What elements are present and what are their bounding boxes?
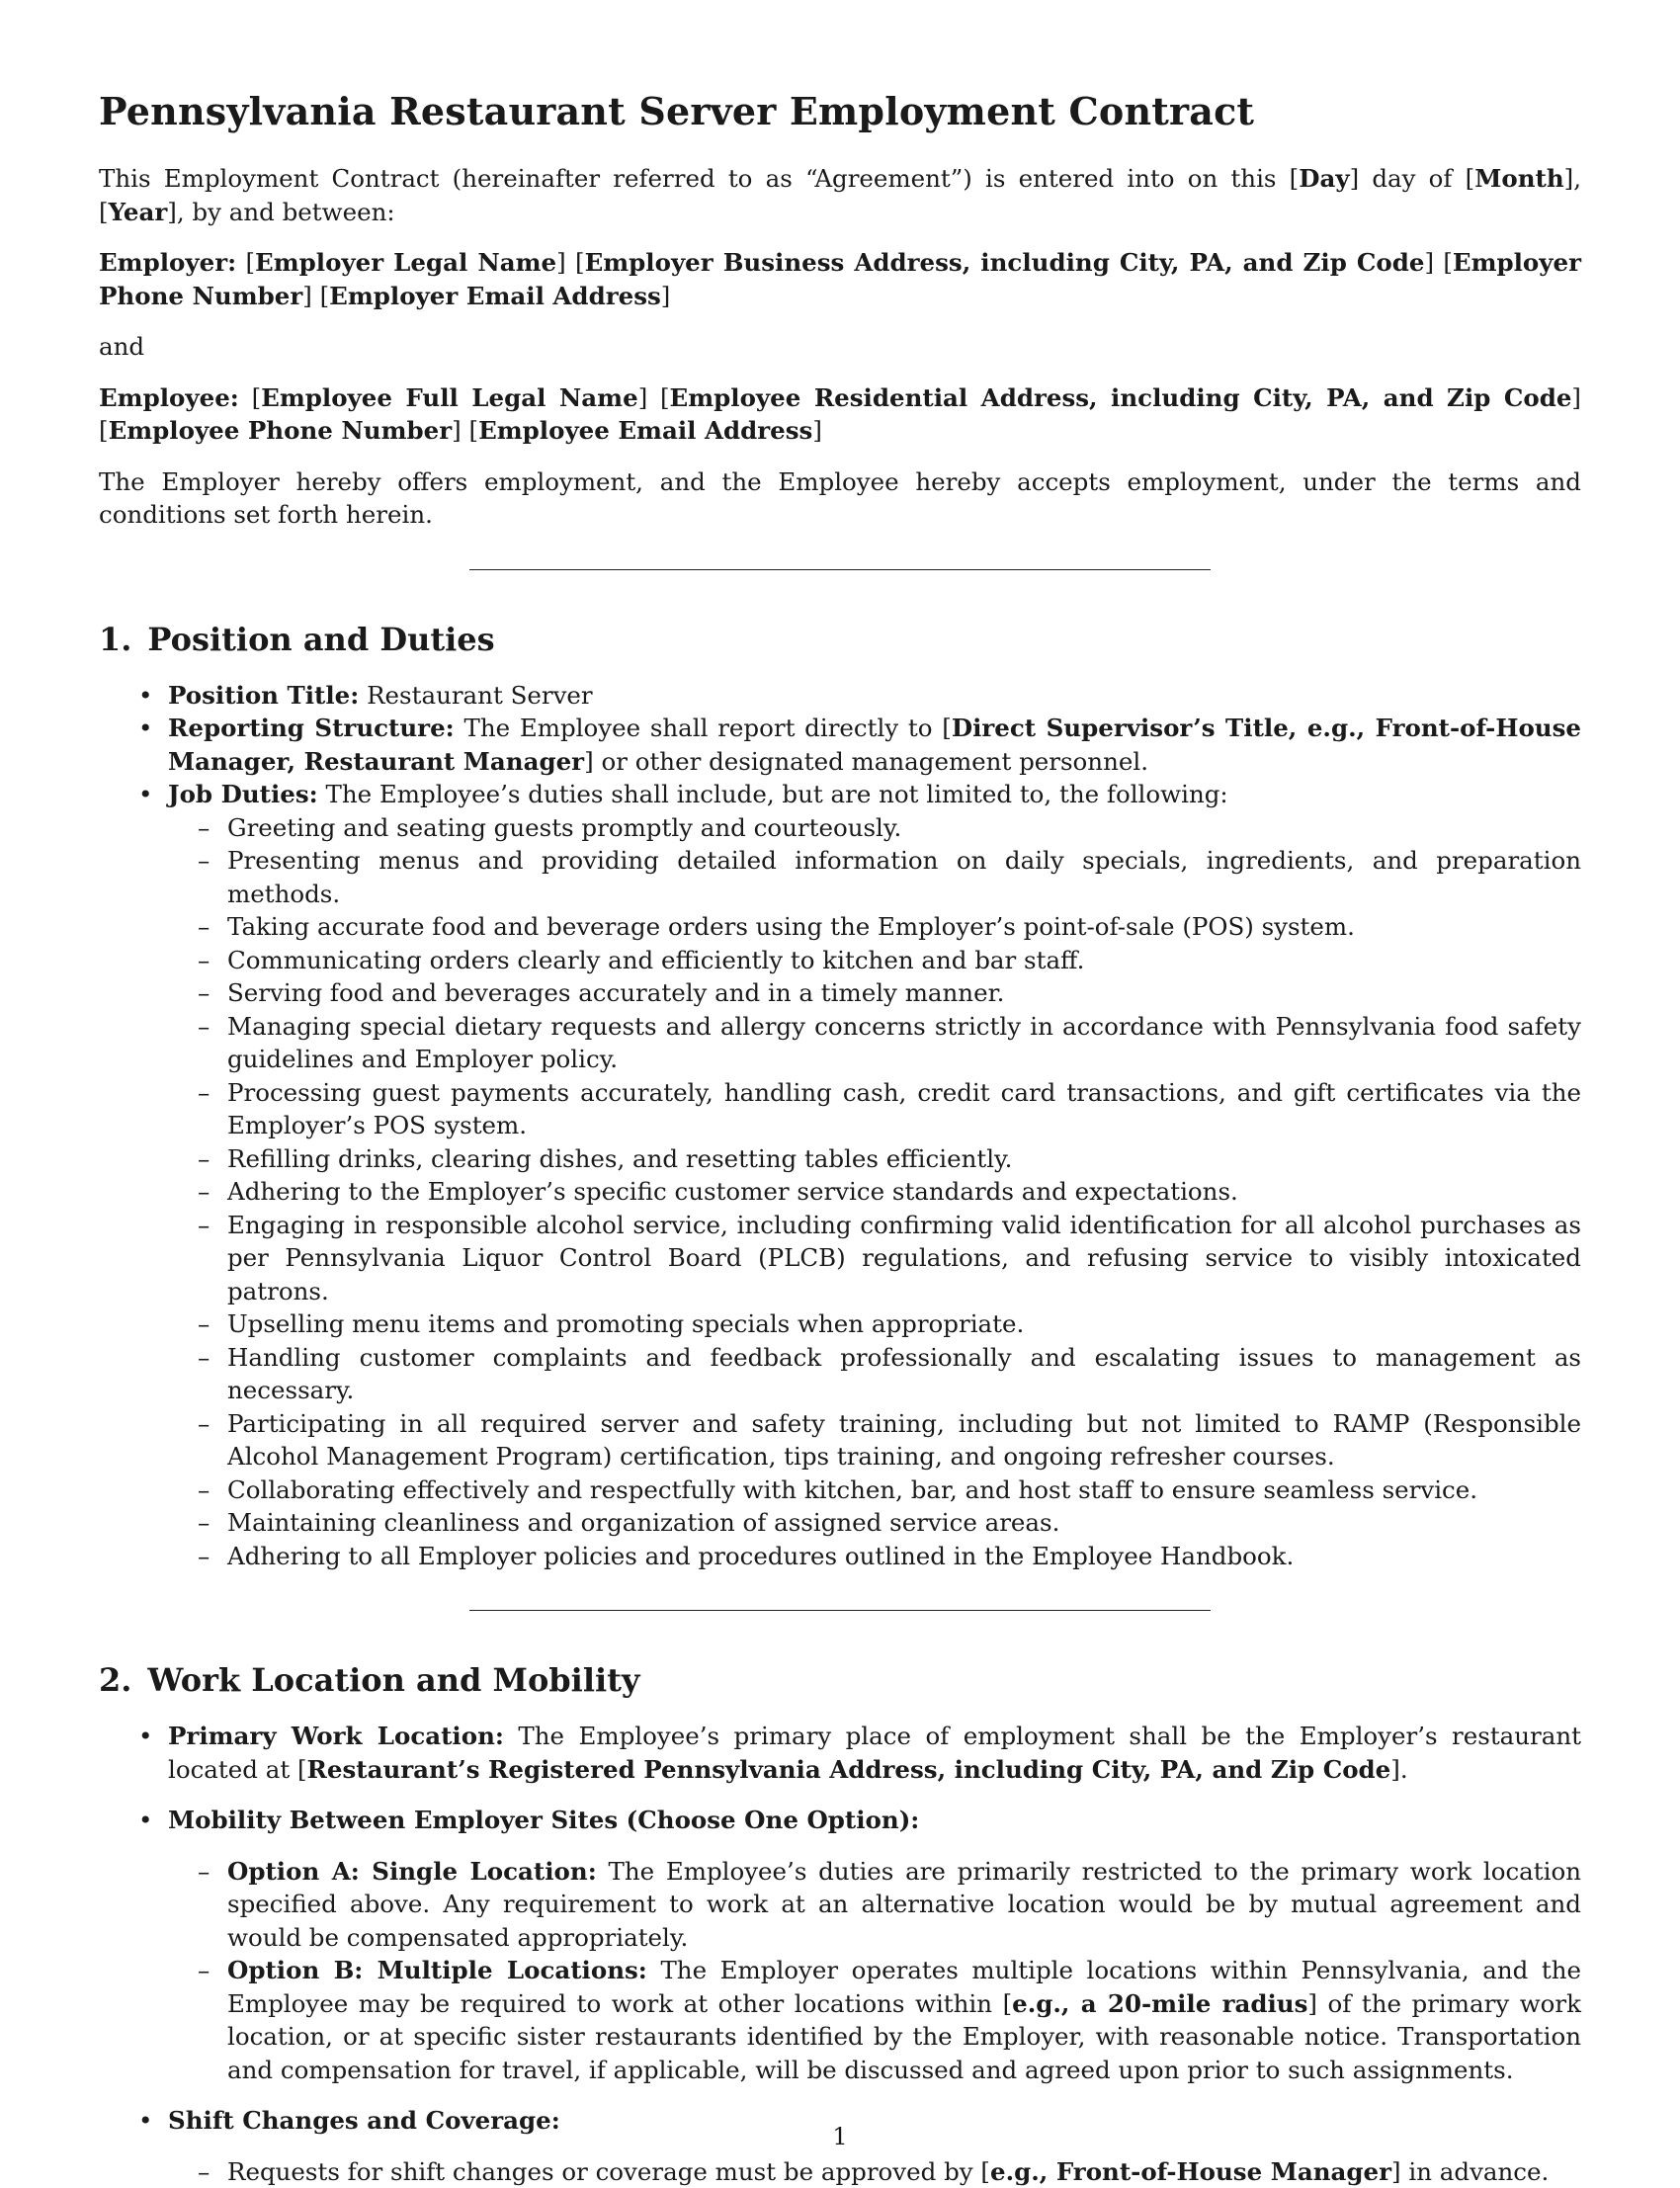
employer-label: Employer: xyxy=(99,248,236,277)
shift-changes-list xyxy=(168,2155,1581,2188)
page-number: 1 xyxy=(0,2123,1680,2150)
restaurant-address-placeholder: Restaurant’s Registered Pennsylvania Address, including City, PA, and Zip Code xyxy=(307,1755,1391,1784)
duty-item: – Taking accurate food and beverage orders using the Employer’s point-of-sale (POS) system. xyxy=(168,910,1581,944)
section-divider xyxy=(469,1610,1211,1611)
duty-item: – Handling customer complaints and feedback professionally and escalating issues to management as necessary. xyxy=(168,1341,1581,1407)
job-duties-list xyxy=(168,811,1581,1573)
job-duties-item: • Job Duties: The Employee’s duties shall include, but are not limited to, the following: – Greeting and seating guests promptly and courteously. – Presenting menus and providing detailed information on daily specials, ingredients, and preparation methods. – Taking accurate food and beverage orders using the Employer’s point-of-sale (POS) system. – Communicating orders clearly and efficiently to kitchen and bar staff. – Serving food and beverages accurately and in a timely manner. – Managing special dietary requests and allergy concerns strictly in accordance with Pennsylvania food safety guidelines and Employer policy. – Processing guest payments accurately, handling cash, credit card transactions, and gift certificates via the Employer’s POS system. – Refilling drinks, clearing dishes, and resetting tables efficiently. – Adhering to the Employer’s specific customer service standards and expectations. – Engaging in responsible alcohol service, including confirming valid identification for all alcohol purchases as per Pennsylvania Liquor Control Board (PLCB) regulations, and refusing service to visibly intoxicated patrons. – Upselling menu items and promoting specials when appropriate. – Handling customer complaints and feedback professionally and escalating issues to management as necessary. – Participating in all required server and safety training, including but not limited to RAMP (Responsible Alcohol Management Program) certification, tips training, and ongoing refresher courses. – Collaborating effectively and respectfully with kitchen, bar, and host staff to ensure seamless service. – Maintaining cleanliness and organization of assigned service areas. – Adhering to all Employer policies and procedures outlined in the Employee Handbook. xyxy=(99,778,1581,1572)
year-placeholder: Year xyxy=(109,198,168,226)
duty-item: – Participating in all required server and safety training, including but not limited to RAMP (Responsible Alcohol Management Program) certification, tips training, and ongoing refresher courses. xyxy=(168,1407,1581,1473)
day-placeholder: Day xyxy=(1299,164,1349,193)
duty-item: – Engaging in responsible alcohol service, including confirming valid identification for all alcohol purchases as per Pennsylvania Liquor Control Board (PLCB) regulations, and refusing service to visibly intoxicated patrons. xyxy=(168,1209,1581,1308)
duty-item: – Processing guest payments accurately, handling cash, credit card transactions, and gift certificates via the Employer’s POS system. xyxy=(168,1076,1581,1142)
position-title-item: • Position Title: Restaurant Server xyxy=(99,679,1581,713)
offer-paragraph: The Employer hereby offers employment, and the Employee hereby accepts employment, under the terms and conditions set forth herein. xyxy=(99,465,1581,532)
duty-item: – Communicating orders clearly and efficiently to kitchen and bar staff. xyxy=(168,944,1581,977)
section-1-heading: 1. Position and Duties xyxy=(99,620,1581,659)
employee-label: Employee: xyxy=(99,383,239,412)
employer-phone-placeholder: Employer Phone Number xyxy=(99,248,1581,310)
duty-item: – Presenting menus and providing detailed information on daily specials, ingredients, and preparation methods. xyxy=(168,844,1581,910)
option-b-item: – Option B: Multiple Locations: The Employer operates multiple locations within Pennsylvania, and the Employee may be required to work at other locations within [e.g., a 20-mile radius] of the primary work location, or at specific sister restaurants identified by the Employer, with reasonable notice. Transportation and compensation for travel, if applicable, will be discussed and agreed upon prior to such assignments. xyxy=(168,1954,1581,2086)
and-text: and xyxy=(99,330,1581,364)
radius-placeholder: e.g., a 20-mile radius xyxy=(1012,1989,1307,2018)
duty-item: – Maintaining cleanliness and organization of assigned service areas. xyxy=(168,1506,1581,1540)
mobility-options-list xyxy=(168,1855,1581,2087)
section-1-list xyxy=(99,679,1581,1573)
employee-block: Employee: [Employee Full Legal Name] [Employee Residential Address, including City, PA, and Zip Code] [Employee Phone Number] [Employee Email Address] xyxy=(99,381,1581,448)
shift-changes-item: • Shift Changes and Coverage: – Requests for shift changes or coverage must be approved by [e.g., Front-of-House Manager] in advance. xyxy=(99,2104,1581,2188)
duty-item: – Upselling menu items and promoting specials when appropriate. xyxy=(168,1307,1581,1341)
duty-item: – Adhering to all Employer policies and procedures outlined in the Employee Handbook. xyxy=(168,1540,1581,1573)
duty-item: – Refilling drinks, clearing dishes, and resetting tables efficiently. xyxy=(168,1142,1581,1176)
section-2-heading: 2. Work Location and Mobility xyxy=(99,1660,1581,1700)
contract-page xyxy=(99,89,1581,2188)
employer-block: Employer: [Employer Legal Name] [Employer Business Address, including City, PA, and Zip Code] [Employer Phone Number] [Employer Email Address] xyxy=(99,246,1581,312)
duty-item: – Managing special dietary requests and allergy concerns strictly in accordance with Pennsylvania food safety guidelines and Employer policy. xyxy=(168,1010,1581,1076)
employee-phone-placeholder: Employee Phone Number xyxy=(109,416,453,445)
employee-name-placeholder: Employee Full Legal Name xyxy=(261,383,638,412)
duty-item: – Serving food and beverages accurately and in a timely manner. xyxy=(168,976,1581,1010)
employee-email-placeholder: Employee Email Address xyxy=(478,416,812,445)
supervisor-placeholder: Direct Supervisor’s Title, e.g., Front-of-House Manager, Restaurant Manager xyxy=(168,714,1581,776)
reporting-structure-item: • Reporting Structure: The Employee shall report directly to [Direct Supervisor’s Title, e.g., Front-of-House Manager, Restaurant Manager] or other designated management personnel. xyxy=(99,712,1581,778)
mobility-item: • Mobility Between Employer Sites (Choose One Option): – Option A: Single Location: The Employee’s duties are primarily restricted to the primary work location specified above. Any requirement to work at an alternative location would be by mutual agreement and would be compensated appropriately. – Option B: Multiple Locations: The Employer operates multiple locations within Pennsylvania, and the Employee may be required to work at other locations within [e.g., a 20-mile radius] of the primary work location, or at specific sister restaurants identified by the Employer, with reasonable notice. Transportation and compensation for travel, if applicable, will be discussed and agreed upon prior to such assignments. xyxy=(99,1804,1581,2086)
employee-address-placeholder: Employee Residential Address, including City, PA, and Zip Code xyxy=(670,383,1572,412)
option-a-item: – Option A: Single Location: The Employee’s duties are primarily restricted to the primary work location specified above. Any requirement to work at an alternative location would be by mutual agreement and would be compensated appropriately. xyxy=(168,1855,1581,1955)
intro-paragraph: This Employment Contract (hereinafter referred to as “Agreement”) is entered into on this [Day] day of [Month], [Year], by and between: xyxy=(99,162,1581,228)
section-2-list xyxy=(99,1720,1581,2188)
shift-approval-item: – Requests for shift changes or coverage must be approved by [e.g., Front-of-House Manager] in advance. xyxy=(168,2155,1581,2188)
duty-item: – Adhering to the Employer’s specific customer service standards and expectations. xyxy=(168,1175,1581,1209)
employer-address-placeholder: Employer Business Address, including City, PA, and Zip Code xyxy=(585,248,1425,277)
shift-approver-placeholder: e.g., Front-of-House Manager xyxy=(990,2157,1391,2186)
employer-email-placeholder: Employer Email Address xyxy=(329,282,661,310)
document-title: Pennsylvania Restaurant Server Employment Contract xyxy=(99,89,1581,134)
primary-location-item: • Primary Work Location: The Employee’s primary place of employment shall be the Employer’s restaurant located at [Restaurant’s Registered Pennsylvania Address, including City, PA, and Zip Code]. xyxy=(99,1720,1581,1786)
duty-item: – Collaborating effectively and respectfully with kitchen, bar, and host staff to ensure seamless service. xyxy=(168,1473,1581,1507)
month-placeholder: Month xyxy=(1474,164,1563,193)
section-divider xyxy=(469,569,1211,570)
duty-item: – Greeting and seating guests promptly and courteously. xyxy=(168,811,1581,845)
employer-name-placeholder: Employer Legal Name xyxy=(255,248,556,277)
